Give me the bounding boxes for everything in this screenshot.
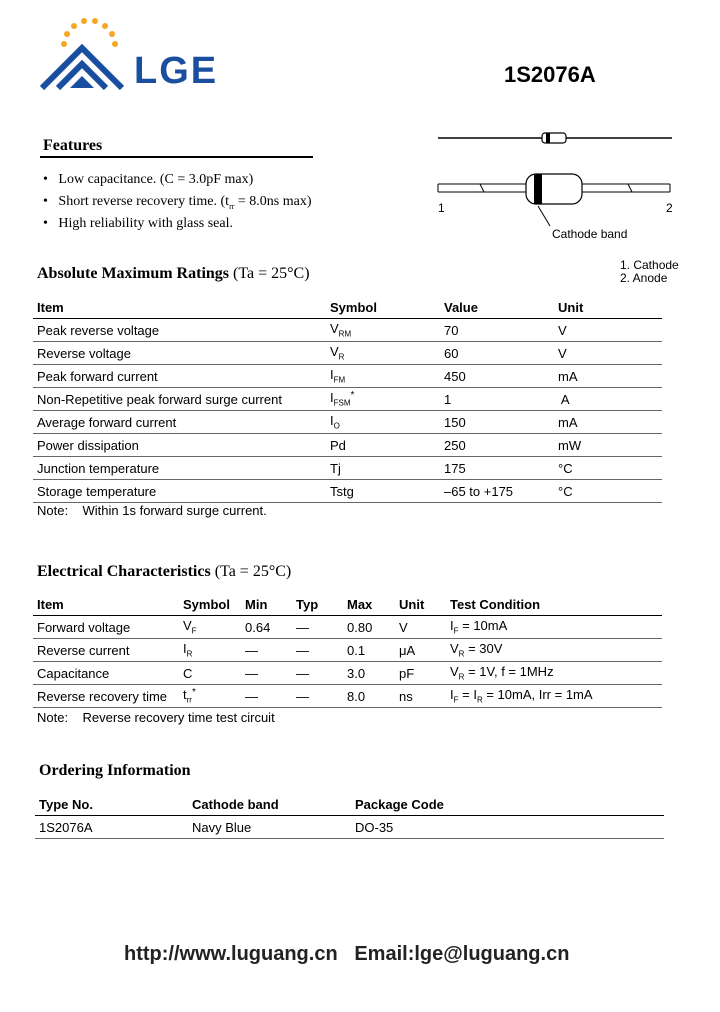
pin1-label: 1 — [438, 201, 445, 215]
table-row — [35, 816, 664, 839]
features-rule — [40, 156, 313, 158]
table-row — [33, 388, 662, 411]
legend-cathode: 1. Cathode — [620, 258, 679, 272]
cell-item: Reverse current — [33, 639, 179, 662]
footer-email[interactable]: Email:lge@luguang.cn — [354, 943, 570, 965]
table-row — [33, 616, 662, 639]
cell-symbol: Pd — [326, 434, 440, 457]
table-row — [33, 434, 662, 457]
cell-value: 150 — [440, 411, 554, 434]
cell-symbol: Tstg — [326, 480, 440, 503]
cell-max: 0.80 — [343, 616, 395, 639]
pin2-label: 2 — [666, 201, 673, 215]
table-row — [33, 319, 662, 342]
cell-symbol: $t_{rr}^*$ — [179, 685, 241, 708]
cell-item: Forward voltage — [33, 616, 179, 639]
cell-condition: $V_R = 1V$, f = 1MHz — [446, 662, 662, 685]
cell-unit: mA — [554, 365, 662, 388]
ordering-title-text: Ordering Information — [39, 762, 191, 779]
abs-max-title — [37, 265, 310, 283]
col-header: Item — [33, 297, 326, 319]
cell-unit: A — [554, 388, 662, 411]
features-list — [43, 172, 312, 238]
cell-unit: V — [554, 319, 662, 342]
feature-item: • High reliability with glass seal. — [43, 216, 233, 231]
cell-min: — — [241, 639, 292, 662]
cell-cathode-band: Navy Blue — [188, 816, 351, 839]
feature-item: • Short reverse recovery time. ($t_{rr} = 8.0ns$ max) — [43, 194, 312, 211]
elec-note: Note: Reverse recovery time test circuit — [37, 710, 275, 725]
cell-symbol: $I_O$ — [326, 411, 440, 434]
cell-value: –65 to +175 — [440, 480, 554, 503]
part-number: 1S2076A — [504, 62, 596, 87]
cell-symbol: $V_R$ — [326, 342, 440, 365]
elec-title — [37, 563, 291, 581]
cell-unit: pF — [395, 662, 446, 685]
col-header: Typ — [292, 594, 343, 616]
cell-value: 60 — [440, 342, 554, 365]
cell-unit: ns — [395, 685, 446, 708]
cell-unit: V — [395, 616, 446, 639]
table-row — [33, 685, 662, 708]
cathode-band-label: Cathode band — [552, 227, 628, 241]
cell-symbol: $I_R$ — [179, 639, 241, 662]
cell-unit: °C — [554, 480, 662, 503]
table-row — [33, 457, 662, 480]
col-header: Max — [343, 594, 395, 616]
footer-url[interactable]: http://www.luguang.cn — [124, 943, 338, 965]
cell-max: 0.1 — [343, 639, 395, 662]
cell-condition: $I_F = 10mA$ — [446, 616, 662, 639]
elec-condition: (Ta = 25°C) — [214, 563, 292, 580]
col-header: Unit — [395, 594, 446, 616]
cell-value: 175 — [440, 457, 554, 480]
col-header: Value — [440, 297, 554, 319]
col-header: Min — [241, 594, 292, 616]
cell-unit: μA — [395, 639, 446, 662]
cell-typ: — — [292, 616, 343, 639]
col-header: Symbol — [326, 297, 440, 319]
col-header: Test Condition — [446, 594, 662, 616]
cell-value: 250 — [440, 434, 554, 457]
cell-value: 70 — [440, 319, 554, 342]
elec-title-text: Electrical Characteristics — [37, 563, 211, 580]
cell-min: 0.64 — [241, 616, 292, 639]
col-header: Item — [33, 594, 179, 616]
feature-item: • Low capacitance. (C = 3.0pF max) — [43, 172, 254, 187]
cell-item: Junction temperature — [33, 457, 326, 480]
cell-symbol: $V_{RM}$ — [326, 319, 440, 342]
cell-typ: — — [292, 639, 343, 662]
ordering-table — [35, 794, 664, 839]
cell-unit: mA — [554, 411, 662, 434]
abs-max-table — [33, 297, 662, 503]
table-row — [33, 480, 662, 503]
table-row — [33, 411, 662, 434]
cell-symbol: $I_{FSM}^*$ — [326, 388, 440, 411]
cell-item: Reverse voltage — [33, 342, 326, 365]
logo — [36, 14, 251, 94]
cell-item: Power dissipation — [33, 434, 326, 457]
footer — [124, 943, 569, 966]
col-header: Type No. — [35, 794, 188, 816]
cell-item: Non-Repetitive peak forward surge current — [33, 388, 326, 411]
abs-max-condition: (Ta = 25°C) — [233, 265, 310, 282]
cell-item: Storage temperature — [33, 480, 326, 503]
cell-unit: °C — [554, 457, 662, 480]
diode-diagram — [432, 126, 692, 236]
pin-legend — [620, 259, 679, 285]
logo-mark-icon — [36, 14, 126, 94]
cell-type-no: 1S2076A — [35, 816, 188, 839]
cell-package: DO-35 — [351, 816, 664, 839]
col-header: Unit — [554, 297, 662, 319]
table-row — [33, 365, 662, 388]
legend-anode: 2. Anode — [620, 271, 668, 285]
cell-typ: — — [292, 685, 343, 708]
cell-symbol: $V_F$ — [179, 616, 241, 639]
cell-item: Capacitance — [33, 662, 179, 685]
col-header: Package Code — [351, 794, 664, 816]
cell-typ: — — [292, 662, 343, 685]
features-title: Features — [43, 137, 103, 154]
cell-max: 8.0 — [343, 685, 395, 708]
elec-table — [33, 594, 662, 708]
cell-item: Peak forward current — [33, 365, 326, 388]
cell-min: — — [241, 685, 292, 708]
cell-condition: $I_F = I_R = 10mA$, Irr = 1mA — [446, 685, 662, 708]
cell-min: — — [241, 662, 292, 685]
cell-unit: mW — [554, 434, 662, 457]
table-row — [33, 662, 662, 685]
table-row — [33, 342, 662, 365]
cell-item: Average forward current — [33, 411, 326, 434]
col-header: Cathode band — [188, 794, 351, 816]
col-header: Symbol — [179, 594, 241, 616]
cell-max: 3.0 — [343, 662, 395, 685]
table-row — [33, 639, 662, 662]
logo-text: LGE — [134, 50, 219, 92]
cell-value: 450 — [440, 365, 554, 388]
cell-value: 1 — [440, 388, 554, 411]
ordering-title — [39, 762, 191, 780]
cell-symbol: Tj — [326, 457, 440, 480]
cell-item: Reverse recovery time — [33, 685, 179, 708]
cell-item: Peak reverse voltage — [33, 319, 326, 342]
abs-max-title-text: Absolute Maximum Ratings — [37, 265, 230, 282]
cell-symbol: C — [179, 662, 241, 685]
cell-symbol: $I_{FM}$ — [326, 365, 440, 388]
cell-condition: $V_R = 30V$ — [446, 639, 662, 662]
cell-unit: V — [554, 342, 662, 365]
abs-max-note: Note: Within 1s forward surge current. — [37, 503, 267, 518]
